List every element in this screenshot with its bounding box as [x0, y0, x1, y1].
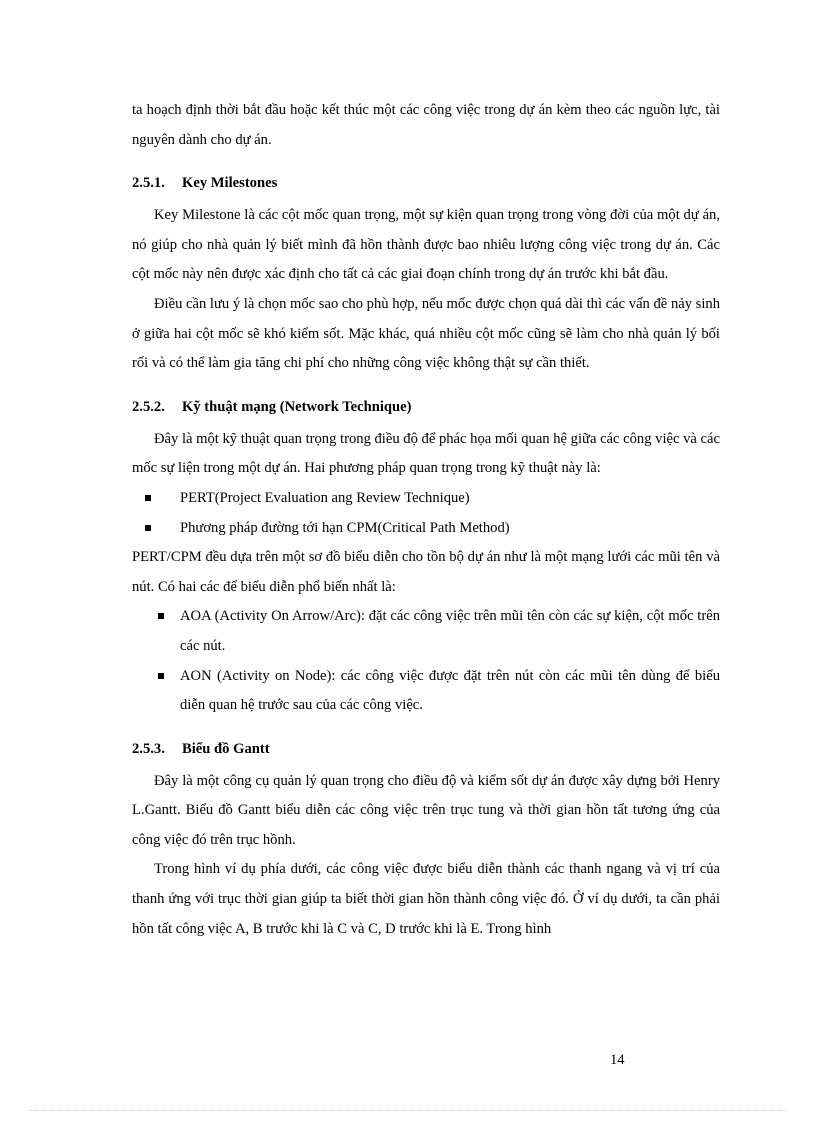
- intro-paragraph: ta hoạch định thời bắt đầu hoặc kết thúc một các công việc trong dự án kèm theo các nguồn lực, tài nguyên dành cho dự án.: [132, 102, 720, 148]
- square-bullet-icon: [145, 525, 151, 531]
- paragraph: Đây là một kỹ thuật quan trọng trong điều độ để phác họa mối quan hệ giữa các công việc và các mốc sự liện trong một dự án. Hai phương pháp quan trọng trong kỹ thuật này là:: [132, 430, 720, 477]
- section-heading-key-milestones: [132, 171, 720, 195]
- list-item-text: AOA (Activity On Arrow/Arc): đặt các công việc trên mũi tên còn các sự kiện, cột mốc trên các nút.: [180, 608, 720, 654]
- footer-divider: [30, 1110, 786, 1111]
- bullet-list: [132, 602, 720, 720]
- paragraph: Trong hình ví dụ phía dưới, các công việc được biểu diễn thành các thanh ngang và vị trí của thanh ứng với trục thời gian giúp ta biết thời gian hồn thành công việc đó. Ở ví dụ dưới, ta cần phải hồn tất công việc A, B trước khi là C và C, D trước khi là E. Trong hình: [132, 861, 720, 937]
- list-item: [132, 514, 720, 544]
- list-item-text: Phương pháp đường tới hạn CPM(Critical Path Method): [180, 519, 510, 536]
- section-title: Kỹ thuật mạng (Network Technique): [182, 398, 412, 415]
- bullet-list: [132, 484, 720, 543]
- page-number: 14: [610, 1052, 625, 1068]
- list-item-text: PERT(Project Evaluation ang Review Technique): [180, 489, 470, 506]
- page-body: [132, 96, 720, 944]
- paragraph: Key Milestone là các cột mốc quan trọng, một sự kiện quan trọng trong vòng đời của một dự án, nó giúp cho nhà quản lý biết mình đã hồn thành được bao nhiêu lượng công việc trong dự án. Các cột mốc này nên được xác định cho tất cả các giai đoạn chính trong dự án trước khi bắt đầu.: [132, 207, 720, 283]
- list-item: [132, 662, 720, 721]
- paragraph: Điều cần lưu ý là chọn mốc sao cho phù hợp, nếu mốc được chọn quá dài thì các vấn đề nảy sinh ở giữa hai cột mốc sẽ khó kiểm sốt. Mặc khác, quá nhiều cột mốc cũng sẽ làm cho nhà quản lý bối rối và có thể làm gia tăng chi phí cho những công việc không thật sự cần thiết.: [132, 295, 720, 372]
- list-item-text: AON (Activity on Node): các công việc được đặt trên nút còn các mũi tên dùng để biểu diễn quan hệ trước sau của các công việc.: [180, 667, 720, 714]
- section-number: 2.5.3.: [132, 740, 165, 757]
- paragraph: Đây là một công cụ quản lý quan trọng cho điều độ và kiểm sốt dự án được xây dựng bởi Henry L.Gantt. Biểu đồ Gantt biểu diễn các công việc trên trục tung và thời gian hồn tất tương ứng của công việc đó trên trục hồnh.: [132, 772, 720, 848]
- section-title: Key Milestones: [182, 175, 278, 192]
- list-item: [132, 484, 720, 514]
- section-number: 2.5.2.: [132, 398, 165, 415]
- paragraph: PERT/CPM đều dựa trên một sơ đồ biểu diễn cho tồn bộ dự án như là một mạng lưới các mũi tên và nút. Có hai các để biểu diễn phổ biến nhất là:: [132, 549, 720, 595]
- square-bullet-icon: [158, 673, 164, 679]
- section-title: Biểu đồ Gantt: [182, 740, 270, 757]
- square-bullet-icon: [145, 495, 151, 501]
- section-heading-gantt-chart: [132, 737, 720, 761]
- section-number: 2.5.1.: [132, 175, 165, 192]
- square-bullet-icon: [158, 613, 164, 619]
- section-heading-network-technique: [132, 395, 720, 419]
- list-item: [132, 602, 720, 661]
